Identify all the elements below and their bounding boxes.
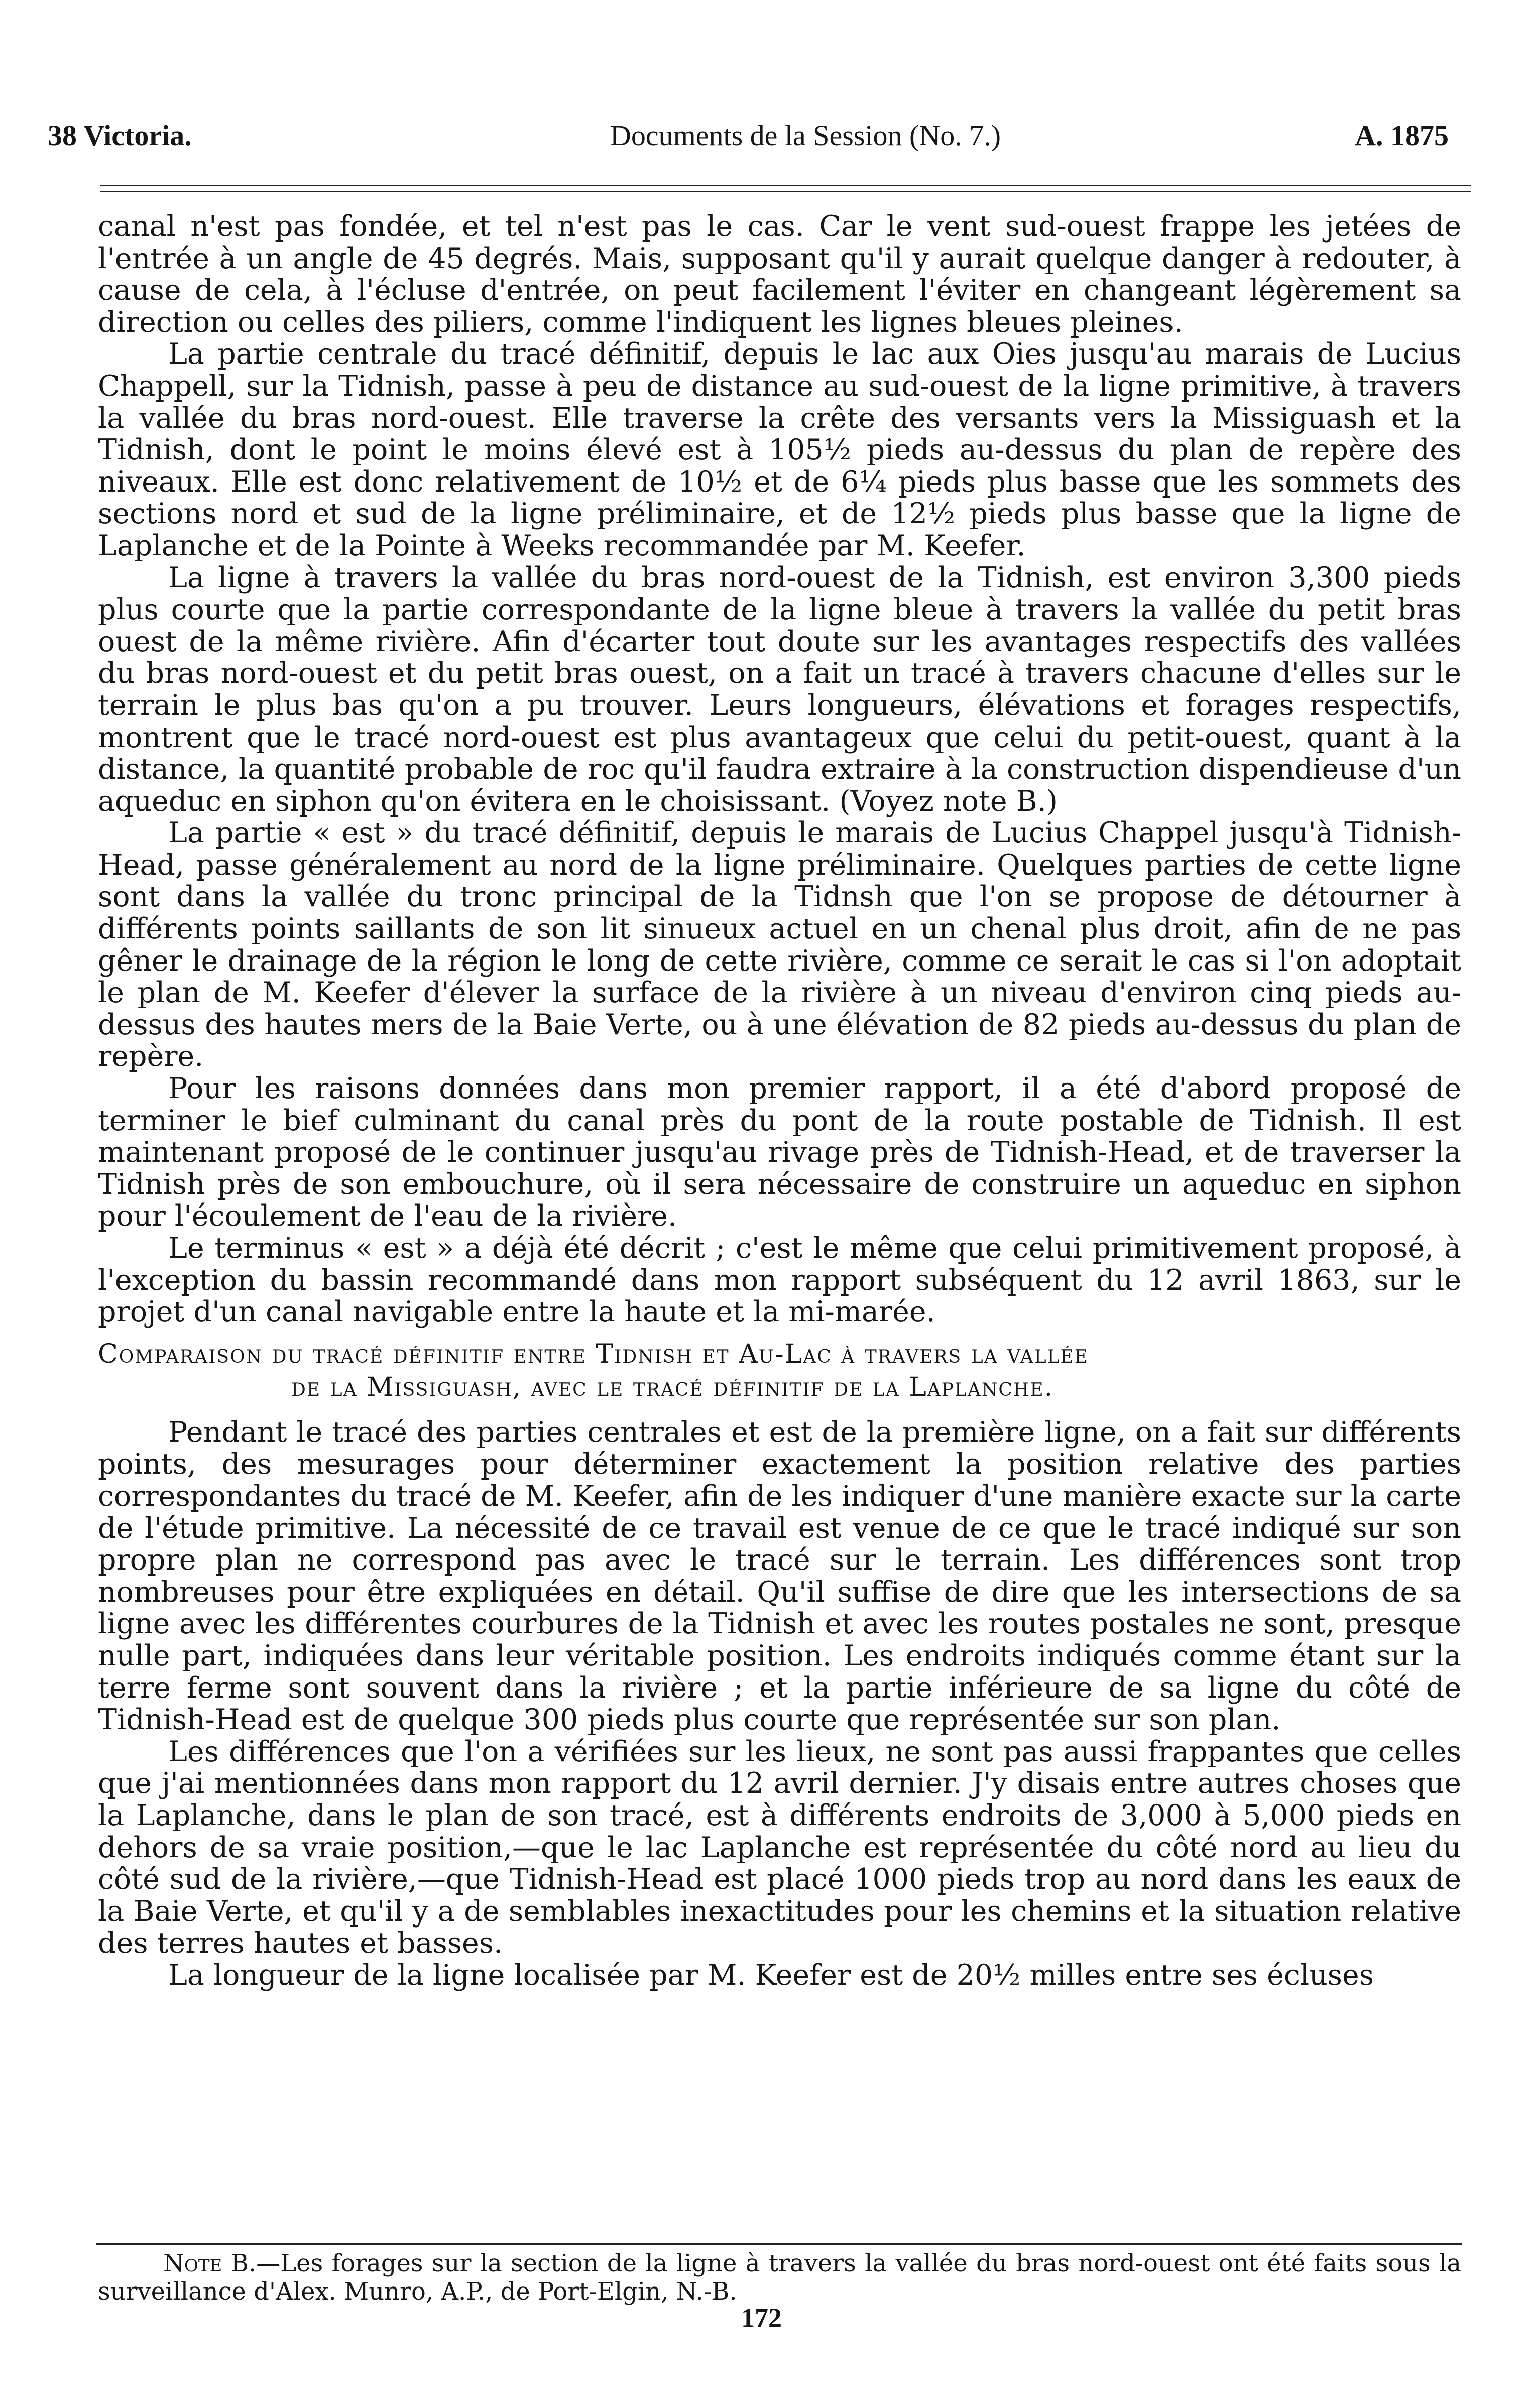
section-heading-line2: de la Missiguash, avec le tracé définitif de la Laplanche. [291, 1372, 1054, 1402]
header-volume: 38 Victoria. [48, 119, 192, 152]
paragraph: La partie centrale du tracé définitif, depuis le lac aux Oies jusqu'au marais de Lucius Chappell, sur la Tidnish, passe à peu de distance au sud-ouest de la ligne primitive, à travers la vallée du bras nord-ouest. Elle traverse la crête des versants vers la Missiguash et la Tidnish, dont le point le moins élevé est à 105½ pieds au-dessus du plan de repère des niveaux. Elle est donc relativement de 10½ et de 6¼ pieds plus basse que les sommets des sections nord et sud de la ligne préliminaire, et de 12½ pieds plus basse que la ligne de Laplanche et de la Pointe à Weeks recommandée par M. Keefer. [98, 337, 1461, 562]
header-rule-bottom [100, 191, 1471, 192]
header-rule-top [100, 185, 1471, 186]
footnote [98, 2249, 1461, 2306]
paragraph: Les différences que l'on a vérifiées sur les lieux, ne sont pas aussi frappantes que celles que j'ai mentionnées dans mon rapport du 12 avril dernier. J'y disais entre autres choses que la Laplanche, dans le plan de son tracé, est à différents endroits de 3,000 à 5,000 pieds en dehors de sa vraie position,—que le lac Laplanche est représentée du côté nord au lieu du côté sud de la rivière,—que Tidnish-Head est placé 1000 pieds trop au nord dans les eaux de la Baie Verte, et qu'il y a de semblables inexactitudes pour les chemins et la situation relative des terres hautes et basses. [98, 1735, 1461, 1960]
footnote-label: Note B. [163, 2249, 257, 2277]
paragraph: canal n'est pas fondée, et tel n'est pas le cas. Car le vent sud-ouest frappe les jetées de l'entrée à un angle de 45 degrés. Mais, supposant qu'il y aurait quelque danger à redouter, à cause de cela, à l'écluse d'entrée, on peut facilement l'éviter en changeant légèrement sa direction ou celles des piliers, comme l'indiquent les lignes bleues pleines. [98, 210, 1461, 339]
footnote-text: —Les forages sur la section de la ligne à travers la vallée du bras nord-ouest ont été faits sous la surveillance d'Alex. Munro, A.P., de Port-Elgin, N.-B. [98, 2249, 1461, 2306]
header-year: A. 1875 [1355, 119, 1449, 152]
running-header [48, 113, 1469, 158]
paragraph: Pour les raisons données dans mon premier rapport, il a été d'abord proposé de terminer le bief culminant du canal près du pont de la route postable de Tidnish. Il est maintenant proposé de le continuer jusqu'au rivage près de Tidnish-Head, et de traverser la Tidnish près de son embouchure, où il sera nécessaire de construire un aqueduc en siphon pour l'écoulement de l'eau de la rivière. [98, 1072, 1461, 1233]
footnote-rule [96, 2243, 1462, 2245]
body-text [98, 211, 1461, 1991]
page-number: 172 [741, 2303, 782, 2333]
paragraph: Pendant le tracé des parties centrales et est de la première ligne, on a fait sur différents points, des mesurages pour déterminer exactement la position relative des parties correspondantes du tracé de M. Keefer, afin de les indiquer d'une manière exacte sur la carte de l'étude primitive. La nécessité de ce travail est venue de ce que le tracé indiqué sur son propre plan ne correspond pas avec le tracé sur le terrain. Les différences sont trop nombreuses pour être expliquées en détail. Qu'il suffise de dire que les intersections de sa ligne avec les différentes courbures de la Tidnish et avec les routes postales ne sont, presque nulle part, indiquées dans leur véritable position. Les endroits indiqués comme étant sur la terre ferme sont souvent dans la rivière ; et la partie inférieure de sa ligne du côté de Tidnish-Head est de quelque 300 pieds plus courte que représentée sur son plan. [98, 1415, 1461, 1737]
paragraph: La partie « est » du tracé définitif, depuis le marais de Lucius Chappel jusqu'à Tidnish-Head, passe généralement au nord de la ligne préliminaire. Quelques parties de cette ligne sont dans la vallée du tronc principal de la Tidnsh que l'on se propose de détourner à différents points saillants de son lit sinueux actuel en un chenal plus droit, afin de ne pas gêner le drainage de la région le long de cette rivière, comme ce serait le cas si l'on adoptait le plan de M. Keefer d'élever la surface de la rivière à un niveau d'environ cinq pieds au-dessus des hautes mers de la Baie Verte, ou à une élévation de 82 pieds au-dessus du plan de repère. [98, 816, 1461, 1073]
section-heading [98, 1338, 1461, 1404]
header-title: Documents de la Session (No. 7.) [610, 119, 1001, 152]
section-heading-line1: Comparaison du tracé définitif entre Tidnish et Au-Lac à travers la vallée [98, 1339, 1089, 1369]
paragraph: La ligne à travers la vallée du bras nord-ouest de la Tidnish, est environ 3,300 pieds plus courte que la partie correspondante de la ligne bleue à travers la vallée du petit bras ouest de la même rivière. Afin d'écarter tout doute sur les avantages respectifs des vallées du bras nord-ouest et du petit bras ouest, on a fait un tracé à travers chacune d'elles sur le terrain le plus bas qu'on a pu trouver. Leurs longueurs, élévations et forages respectifs, montrent que le tracé nord-ouest est plus avantageux que celui du petit-ouest, quant à la distance, la quantité probable de roc qu'il faudra extraire à la construction dispendieuse d'un aqueduc en siphon qu'on évitera en le choisissant. (Voyez note B.) [98, 561, 1461, 818]
paragraph: Le terminus « est » a déjà été décrit ; c'est le même que celui primitivement proposé, à l'exception du bassin recommandé dans mon rapport subséquent du 12 avril 1863, sur le projet d'un canal navigable entre la haute et la mi-marée. [98, 1232, 1461, 1329]
paragraph: La longueur de la ligne localisée par M. Keefer est de 20½ milles entre ses écluses [168, 1958, 1374, 1992]
